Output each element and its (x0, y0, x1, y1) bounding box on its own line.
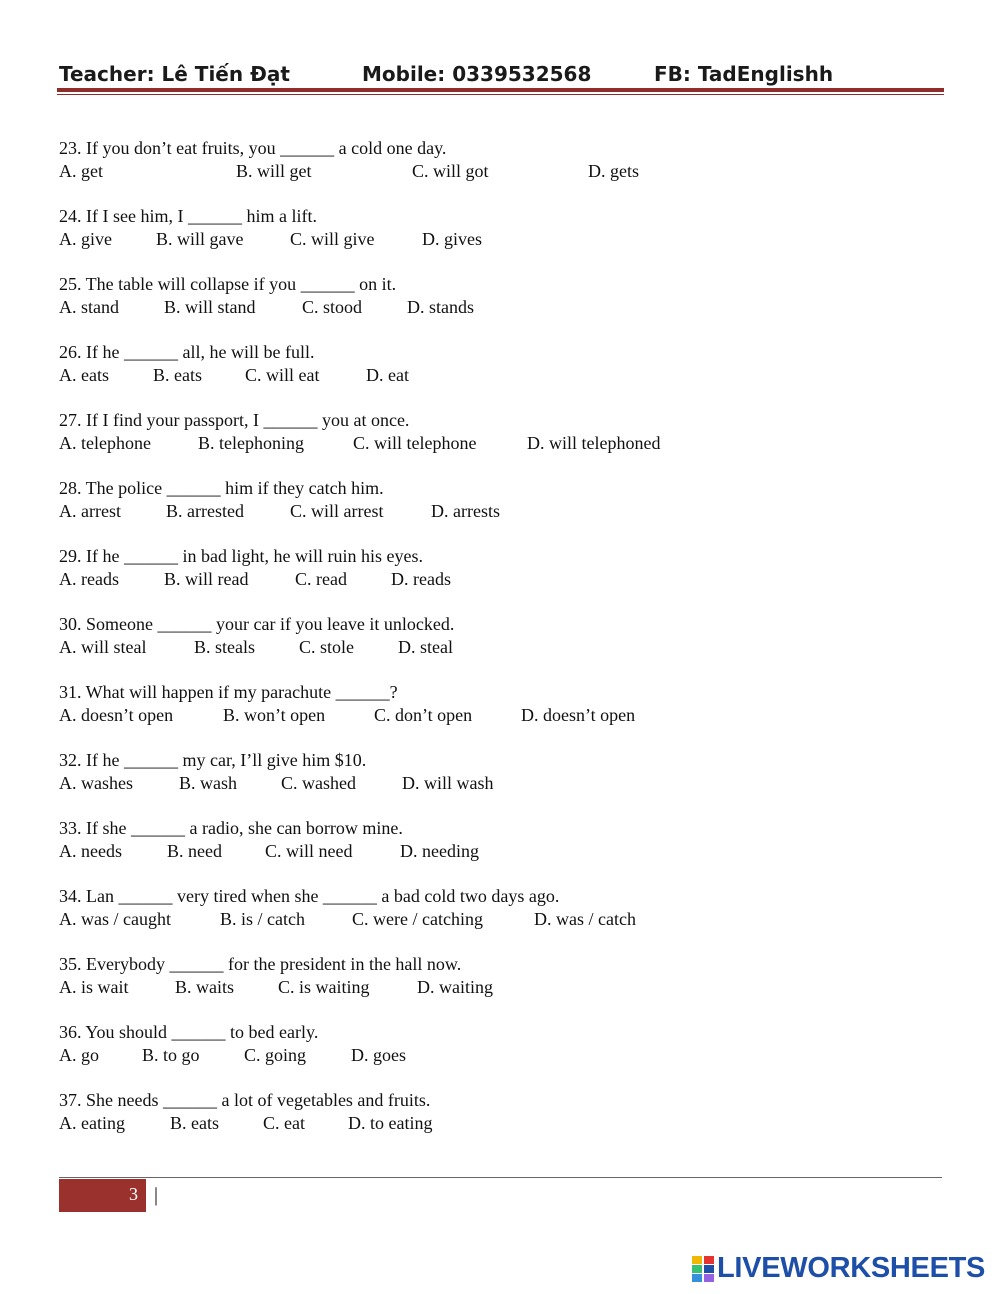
answer-options (59, 1044, 939, 1067)
answer-option[interactable]: C. will give (290, 229, 375, 249)
answer-option[interactable]: A. eating (59, 1113, 125, 1133)
answer-option[interactable]: A. washes (59, 773, 133, 793)
answer-options (59, 228, 939, 251)
answer-option[interactable]: C. stood (302, 297, 363, 317)
answer-option[interactable]: B. telephoning (198, 433, 304, 453)
question-item (59, 681, 939, 749)
answer-option[interactable]: D. stands (407, 297, 474, 317)
question-item (59, 749, 939, 817)
answer-option[interactable]: C. stole (299, 637, 355, 657)
answer-option[interactable]: B. steals (194, 637, 255, 657)
answer-option[interactable]: B. is / catch (220, 909, 305, 929)
question-text: 28. The police ______ him if they catch him. (59, 478, 384, 498)
question-item (59, 341, 939, 409)
answer-option[interactable]: B. wash (179, 773, 237, 793)
answer-option[interactable]: B. will gave (156, 229, 244, 249)
answer-option[interactable]: A. needs (59, 841, 122, 861)
question-item (59, 273, 939, 341)
answer-option[interactable]: C. will got (412, 161, 489, 181)
answer-option[interactable]: D. reads (391, 569, 451, 589)
question-item (59, 953, 939, 1021)
question-text: 24. If I see him, I ______ him a lift. (59, 206, 317, 226)
answer-option[interactable]: B. will get (236, 161, 312, 181)
question-item (59, 477, 939, 545)
question-text: 31. What will happen if my parachute ______? (59, 682, 398, 702)
answer-option[interactable]: B. need (167, 841, 222, 861)
question-text: 29. If he ______ in bad light, he will ruin his eyes. (59, 546, 423, 566)
answer-option[interactable]: B. eats (170, 1113, 219, 1133)
logo-text: LIVEWORKSHEETS (717, 1252, 986, 1284)
answer-option[interactable]: B. waits (175, 977, 235, 997)
answer-option[interactable]: D. arrests (431, 501, 500, 521)
answer-options (59, 840, 939, 863)
answer-option[interactable]: C. will telephone (353, 433, 477, 453)
question-text: 23. If you don’t eat fruits, you ______ a cold one day. (59, 138, 447, 158)
answer-option[interactable]: A. stand (59, 297, 119, 317)
answer-options (59, 160, 939, 183)
question-text: 34. Lan ______ very tired when she ______ a bad cold two days ago. (59, 886, 560, 906)
answer-option[interactable]: D. eat (366, 365, 409, 385)
answer-option[interactable]: A. get (59, 161, 103, 181)
answer-options (59, 976, 939, 999)
answer-option[interactable]: B. eats (153, 365, 202, 385)
question-item (59, 545, 939, 613)
page-number-box (59, 1179, 146, 1212)
answer-option[interactable]: C. will arrest (290, 501, 384, 521)
answer-option[interactable]: C. eat (263, 1113, 305, 1133)
answer-option[interactable]: D. will wash (402, 773, 494, 793)
answer-option[interactable]: B. will stand (164, 297, 256, 317)
question-text: 36. You should ______ to bed early. (59, 1022, 319, 1042)
answer-option[interactable]: D. gives (422, 229, 482, 249)
page-header (59, 58, 944, 88)
question-item (59, 205, 939, 273)
question-item (59, 817, 939, 885)
answer-option[interactable]: A. reads (59, 569, 119, 589)
question-text: 33. If she ______ a radio, she can borrow mine. (59, 818, 403, 838)
answer-option[interactable]: D. goes (351, 1045, 406, 1065)
footer-divider (59, 1177, 942, 1178)
answer-options (59, 636, 939, 659)
answer-option[interactable]: B. to go (142, 1045, 200, 1065)
answer-option[interactable]: C. going (244, 1045, 307, 1065)
question-item (59, 1089, 939, 1157)
answer-option[interactable]: D. to eating (348, 1113, 433, 1133)
answer-option[interactable]: B. arrested (166, 501, 244, 521)
answer-option[interactable]: A. will steal (59, 637, 147, 657)
answer-option[interactable]: C. will eat (245, 365, 320, 385)
answer-options (59, 772, 939, 795)
question-text: 32. If he ______ my car, I’ll give him $10. (59, 750, 367, 770)
question-list (59, 137, 939, 1157)
answer-option[interactable]: D. steal (398, 637, 453, 657)
answer-option[interactable]: C. were / catching (352, 909, 483, 929)
answer-option[interactable]: D. was / catch (534, 909, 636, 929)
answer-option[interactable]: A. eats (59, 365, 109, 385)
footer-separator: | (154, 1184, 159, 1206)
header-divider-thick (57, 88, 944, 92)
liveworksheets-logo-icon (692, 1256, 714, 1282)
question-text: 37. She needs ______ a lot of vegetables and fruits. (59, 1090, 431, 1110)
facebook-handle: FB: TadEnglishh (654, 62, 834, 86)
answer-option[interactable]: A. was / caught (59, 909, 171, 929)
answer-option[interactable]: C. is waiting (278, 977, 370, 997)
question-item (59, 1021, 939, 1089)
header-divider-thin (57, 94, 944, 95)
answer-option[interactable]: A. is wait (59, 977, 129, 997)
answer-option[interactable]: B. will read (164, 569, 249, 589)
answer-option[interactable]: A. give (59, 229, 112, 249)
answer-options (59, 296, 939, 319)
mobile-number: Mobile: 0339532568 (362, 62, 592, 86)
answer-option[interactable]: C. washed (281, 773, 356, 793)
question-text: 35. Everybody ______ for the president in the hall now. (59, 954, 462, 974)
question-text: 26. If he ______ all, he will be full. (59, 342, 315, 362)
answer-option[interactable]: C. read (295, 569, 347, 589)
answer-option[interactable]: A. doesn’t open (59, 705, 174, 725)
answer-option[interactable]: A. telephone (59, 433, 151, 453)
page-number: 3 (129, 1184, 138, 1204)
answer-option[interactable]: D. needing (400, 841, 479, 861)
question-text: 27. If I find your passport, I ______ you at once. (59, 410, 410, 430)
question-text: 25. The table will collapse if you ______ on it. (59, 274, 397, 294)
question-item (59, 409, 939, 477)
answer-options (59, 908, 939, 931)
question-item (59, 613, 939, 681)
question-item (59, 137, 939, 205)
teacher-name: Teacher: Lê Tiến Đạt (59, 62, 290, 86)
answer-options (59, 1112, 939, 1135)
answer-option[interactable]: A. go (59, 1045, 99, 1065)
answer-option[interactable]: D. doesn’t open (521, 705, 636, 725)
question-text: 30. Someone ______ your car if you leave it unlocked. (59, 614, 455, 634)
answer-options (59, 704, 939, 727)
answer-option[interactable]: D. will telephoned (527, 433, 661, 453)
answer-option[interactable]: C. don’t open (374, 705, 473, 725)
answer-option[interactable]: D. waiting (417, 977, 493, 997)
question-item (59, 885, 939, 953)
answer-option[interactable]: A. arrest (59, 501, 121, 521)
answer-options (59, 568, 939, 591)
answer-option[interactable]: B. won’t open (223, 705, 326, 725)
answer-option[interactable]: D. gets (588, 161, 639, 181)
answer-options (59, 500, 939, 523)
answer-options (59, 432, 939, 455)
answer-option[interactable]: C. will need (265, 841, 353, 861)
answer-options (59, 364, 939, 387)
